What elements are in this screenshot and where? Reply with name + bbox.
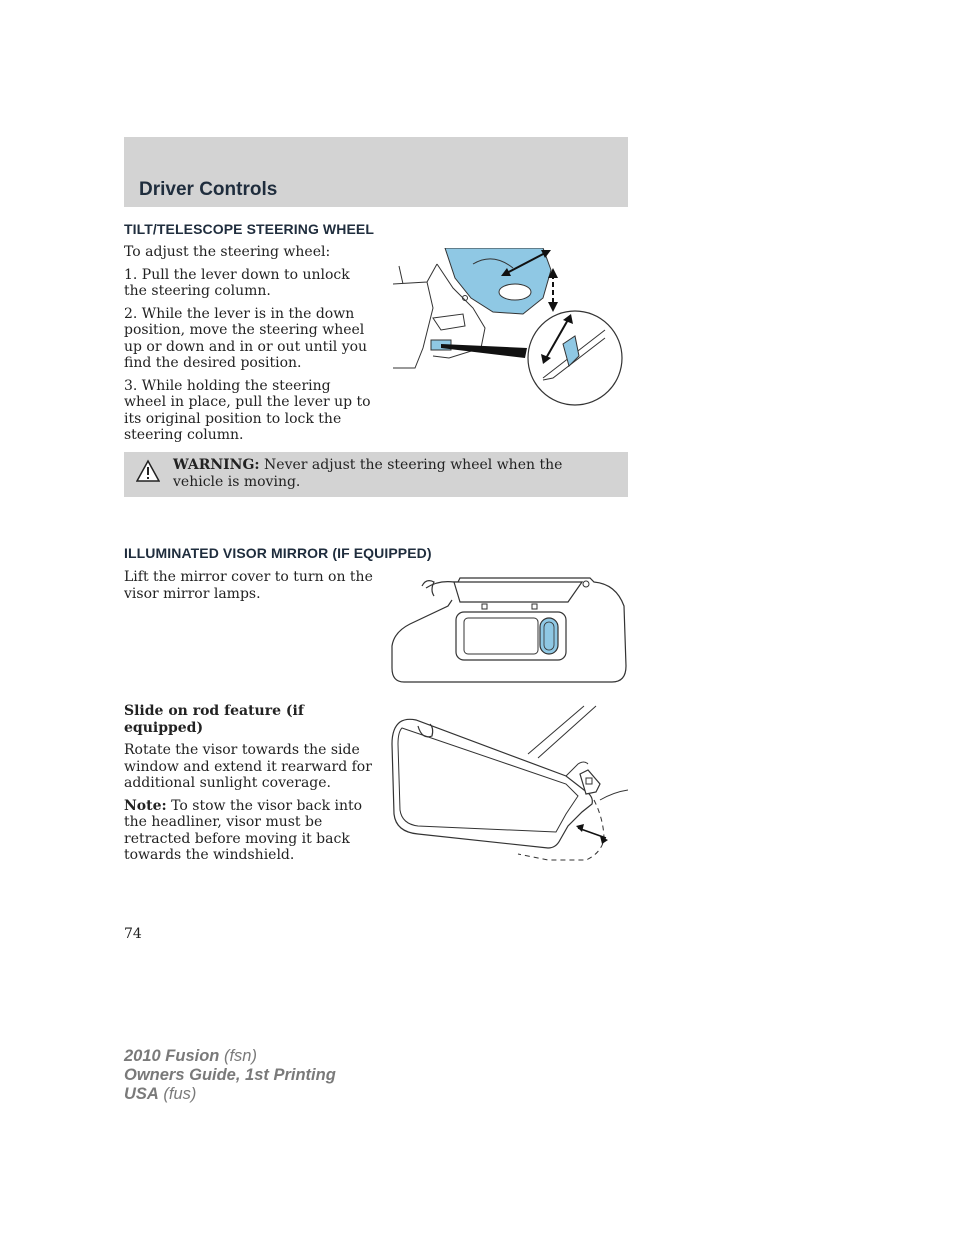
steering-column-illustration [393,248,628,408]
visor-mirror-paragraph: Lift the mirror cover to turn on the visor mirror lamps. [124,569,373,602]
instruction-step-2: 2. While the lever is in the down position, move the steering wheel up or down and in or out until you find the desired position. [124,305,368,371]
section-header-band [124,137,628,207]
slide-on-rod-text [124,703,376,870]
page-number: 74 [124,926,142,942]
instruction-step-3: 3. While holding the steering wheel in place, pull the lever up to its original position to lock the steering column. [124,377,371,443]
note-text: To stow the visor back into the headliner, visor must be retracted before moving it back towards the windshield. [124,797,363,863]
visor-note [124,798,376,864]
footer-line-2: Owners Guide, 1st Printing [124,1066,336,1084]
warning-triangle-icon [136,459,160,483]
visor-mirror-heading: ILLUMINATED VISOR MIRROR (IF EQUIPPED) [124,545,432,561]
visor-mirror-text [124,569,376,608]
instruction-step-1: 1. Pull the lever down to unlock the steering column. [124,266,350,299]
slide-on-rod-paragraph: Rotate the visor towards the side window and extend it rearward for additional sunlight coverage. [124,742,372,791]
page-title: Driver Controls [139,179,278,200]
slide-on-rod-subheading: Slide on rod feature (if equipped) [124,703,304,736]
tilt-steering-instructions [124,244,376,450]
visor-extension-illustration [388,704,628,868]
tilt-steering-heading: TILT/TELESCOPE STEERING WHEEL [124,221,374,237]
document-footer [124,1047,336,1104]
warning-text: Never adjust the steering wheel when the vehicle is moving. [173,457,563,490]
note-label: Note: [124,797,167,814]
warning-box [124,452,628,497]
footer-line-3: USA (fus) [124,1085,197,1103]
instruction-intro: To adjust the steering wheel: [124,244,331,260]
visor-mirror-illustration [390,576,628,686]
warning-label: WARNING: [173,457,260,473]
warning-message [173,457,617,490]
footer-line-1: 2010 Fusion (fsn) [124,1047,257,1065]
